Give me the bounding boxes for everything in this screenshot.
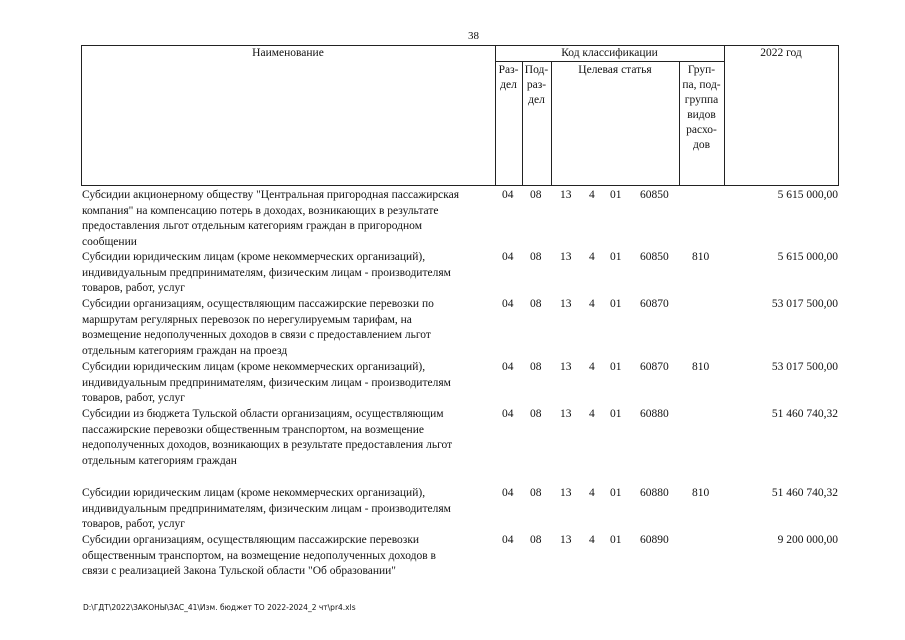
row-target-program: 13 bbox=[560, 189, 572, 201]
row-target-direction: 60890 bbox=[640, 534, 669, 546]
row-name-line: пассажирские перевозки общественным транспортом, на возмещение bbox=[82, 423, 424, 436]
row-amount: 51 460 740,32 bbox=[771, 487, 838, 499]
row-target-main-event: 01 bbox=[610, 251, 622, 263]
row-name-line: Субсидии организациям, осуществляющим пассажирские перевозки по bbox=[82, 298, 434, 310]
row-target-program: 13 bbox=[560, 534, 572, 546]
row-target-main-event: 01 bbox=[610, 298, 622, 310]
row-target-direction: 60850 bbox=[640, 189, 669, 201]
header-group-line: па, под- bbox=[682, 79, 721, 91]
row-name-line: общественным транспортом, на возмещение недополученных доходов в bbox=[82, 549, 436, 562]
header-left-border bbox=[81, 45, 82, 186]
row-target-direction: 60850 bbox=[640, 251, 669, 263]
row-name-line: Субсидии организациям, осуществляющим пассажирские перевозки bbox=[82, 534, 420, 546]
row-name-line: индивидуальным предпринимателям, физическим лицам - производителям bbox=[82, 266, 451, 279]
row-name-line: возмещение недополученных доходов в связи с предоставлением льгот bbox=[82, 329, 431, 342]
row-name-line: индивидуальным предпринимателям, физическим лицам - производителям bbox=[82, 376, 451, 389]
row-target-program: 13 bbox=[560, 251, 572, 263]
header-group-line: расхо- bbox=[686, 124, 717, 136]
header-group-line: видов bbox=[687, 109, 716, 121]
header-subsection-line: дел bbox=[528, 94, 545, 106]
row-section: 04 bbox=[502, 534, 514, 546]
row-target-subprogram: 4 bbox=[589, 189, 595, 201]
header-code: Код классификации bbox=[561, 47, 658, 59]
row-subsection: 08 bbox=[530, 534, 542, 546]
row-name-line: Субсидии юридическим лицам (кроме некоммерческих организаций), bbox=[82, 251, 426, 263]
row-target-direction: 60870 bbox=[640, 298, 669, 310]
row-target-direction: 60870 bbox=[640, 361, 669, 373]
row-section: 04 bbox=[502, 189, 514, 201]
row-target-subprogram: 4 bbox=[589, 534, 595, 546]
row-amount: 53 017 500,00 bbox=[771, 361, 838, 373]
row-target-subprogram: 4 bbox=[589, 298, 595, 310]
row-amount: 53 017 500,00 bbox=[771, 298, 838, 310]
row-name-line: сообщении bbox=[82, 235, 137, 248]
row-name-line: компания" на компенсацию потерь в доходах, возникающих в результате bbox=[82, 204, 439, 217]
row-target-program: 13 bbox=[560, 361, 572, 373]
row-name-line: Субсидии акционерному обществу "Центральная пригородная пассажирская bbox=[82, 189, 460, 201]
row-amount: 5 615 000,00 bbox=[777, 251, 838, 263]
row-name-line: товаров, работ, услуг bbox=[82, 392, 185, 405]
header-code-divider bbox=[495, 61, 725, 62]
row-name-line: индивидуальным предпринимателям, физическим лицам - производителям bbox=[82, 502, 451, 515]
header-name: Наименование bbox=[252, 47, 324, 59]
row-target-program: 13 bbox=[560, 408, 572, 420]
row-amount: 5 615 000,00 bbox=[777, 189, 838, 201]
row-subsection: 08 bbox=[530, 361, 542, 373]
header-section-line: Раз- bbox=[498, 64, 519, 76]
row-target-subprogram: 4 bbox=[589, 408, 595, 420]
row-section: 04 bbox=[502, 251, 514, 263]
row-target-main-event: 01 bbox=[610, 487, 622, 499]
row-target-main-event: 01 bbox=[610, 408, 622, 420]
row-name-line: предоставления льгот отдельным категориям граждан в пригородном bbox=[82, 220, 422, 233]
row-section: 04 bbox=[502, 408, 514, 420]
row-name-line: отдельным категориям граждан на проезд bbox=[82, 344, 288, 357]
row-section: 04 bbox=[502, 298, 514, 310]
row-name-line: Субсидии из бюджета Тульской области организациям, осуществляющим bbox=[82, 408, 444, 420]
header-group-line: дов bbox=[692, 139, 711, 151]
page-number: 38 bbox=[468, 30, 479, 42]
header-bottom-border bbox=[81, 185, 839, 186]
row-subsection: 08 bbox=[530, 189, 542, 201]
header-subsection-line: раз- bbox=[526, 79, 547, 91]
row-subsection: 08 bbox=[530, 408, 542, 420]
row-name bbox=[82, 486, 492, 533]
header-subsection-divider bbox=[551, 61, 552, 186]
header-right-border bbox=[838, 45, 839, 186]
row-amount: 9 200 000,00 bbox=[777, 534, 838, 546]
row-group: 810 bbox=[692, 361, 710, 373]
row-name bbox=[82, 407, 492, 469]
row-target-main-event: 01 bbox=[610, 534, 622, 546]
row-name-line: Субсидии юридическим лицам (кроме некоммерческих организаций), bbox=[82, 361, 426, 373]
row-name bbox=[82, 297, 492, 359]
row-name bbox=[82, 360, 492, 407]
row-target-subprogram: 4 bbox=[589, 251, 595, 263]
header-group-line: Груп- bbox=[687, 64, 716, 76]
header-section-line: дел bbox=[500, 79, 517, 91]
row-target-program: 13 bbox=[560, 487, 572, 499]
row-name bbox=[82, 533, 492, 580]
row-amount: 51 460 740,32 bbox=[771, 408, 838, 420]
row-name-line: недополученных доходов, возникающих в результате предоставления льгот bbox=[82, 439, 453, 452]
row-target-subprogram: 4 bbox=[589, 487, 595, 499]
file-path-footer: D:\ГДТ\2022\ЗАКОНЫ\ЗАС_41\Изм. бюджет ТО 2022-2024_2 чт\pr4.xls bbox=[83, 603, 356, 612]
row-name-line: отдельным категориям граждан bbox=[82, 454, 237, 467]
header-group-divider bbox=[724, 45, 725, 186]
header-subsection-line: Под- bbox=[524, 64, 549, 76]
row-subsection: 08 bbox=[530, 251, 542, 263]
header-target: Целевая статья bbox=[578, 64, 652, 76]
row-section: 04 bbox=[502, 361, 514, 373]
row-subsection: 08 bbox=[530, 298, 542, 310]
row-target-direction: 60880 bbox=[640, 487, 669, 499]
header-section bbox=[495, 63, 522, 93]
row-name bbox=[82, 188, 492, 250]
row-name-line: товаров, работ, услуг bbox=[82, 282, 185, 295]
header-year: 2022 год bbox=[760, 47, 802, 59]
row-group: 810 bbox=[692, 487, 710, 499]
header-group bbox=[679, 63, 724, 153]
row-target-main-event: 01 bbox=[610, 189, 622, 201]
row-target-main-event: 01 bbox=[610, 361, 622, 373]
row-target-direction: 60880 bbox=[640, 408, 669, 420]
header-group-line: группа bbox=[684, 94, 719, 106]
row-name-line: товаров, работ, услуг bbox=[82, 518, 185, 531]
row-name-line: связи с реализацией Закона Тульской области "Об образовании" bbox=[82, 565, 396, 578]
row-section: 04 bbox=[502, 487, 514, 499]
row-subsection: 08 bbox=[530, 487, 542, 499]
row-group: 810 bbox=[692, 251, 710, 263]
header-subsection bbox=[522, 63, 551, 108]
row-name-line: Субсидии юридическим лицам (кроме некоммерческих организаций), bbox=[82, 487, 426, 499]
row-name bbox=[82, 250, 492, 297]
row-target-subprogram: 4 bbox=[589, 361, 595, 373]
row-target-program: 13 bbox=[560, 298, 572, 310]
row-name-line: маршрутам регулярных перевозок по нерегулируемым тарифам, на bbox=[82, 313, 412, 326]
